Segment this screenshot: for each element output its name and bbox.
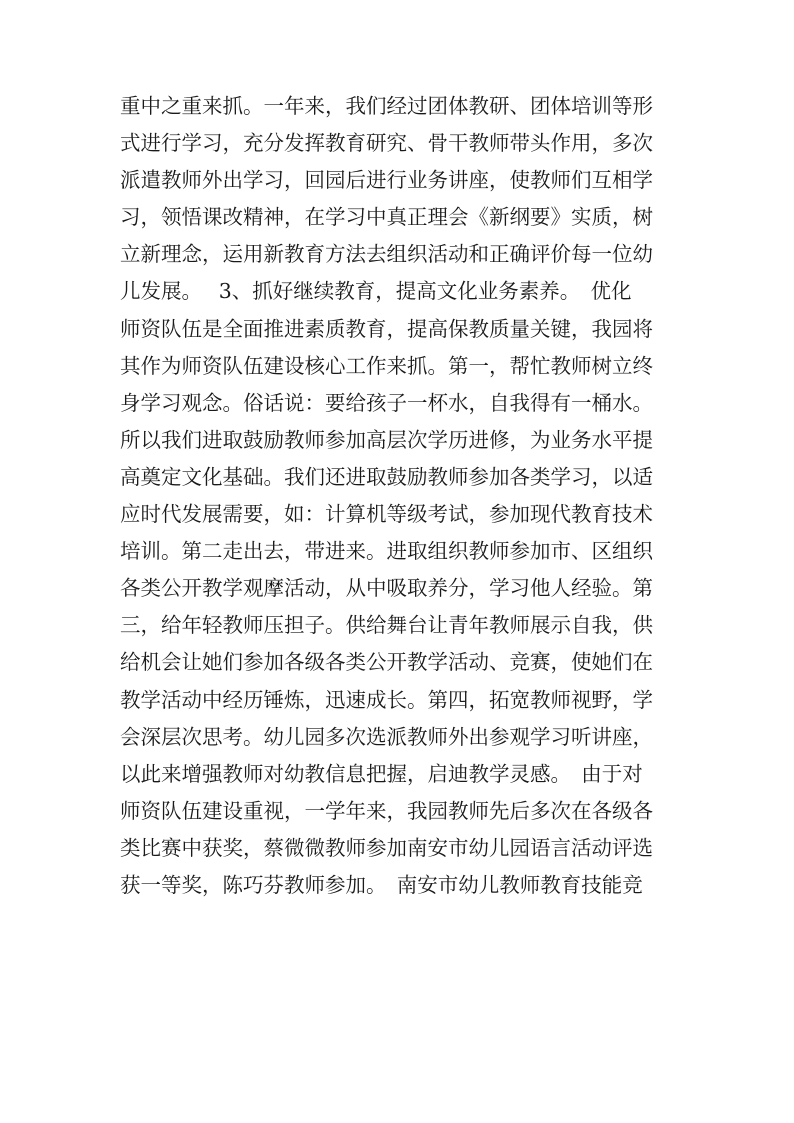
- text-line: 派遣教师外出学习，回园后进行业务讲座，使教师们互相学: [120, 168, 653, 193]
- text-line: 其作为师资队伍建设核心工作来抓。第一，帮忙教师树立终: [120, 353, 653, 378]
- text-line: 类比赛中获奖，蔡微微教师参加南安市幼儿园语言活动评选: [120, 835, 653, 860]
- text-line: 获一等奖，陈巧芬教师参加。 南安市幼儿教师教育技能竞: [120, 872, 643, 897]
- text-line: 给机会让她们参加各级各类公开教学活动、竞赛，使她们在: [120, 650, 653, 675]
- text-line: 培训。第二走出去，带进来。进取组织教师参加市、区组织: [120, 539, 653, 564]
- text-line: 高奠定文化基础。我们还进取鼓励教师参加各类学习，以适: [120, 464, 653, 489]
- text-line: 各类公开教学观摩活动，从中吸取养分，学习他人经验。第: [120, 576, 653, 601]
- text-line: 立新理念，运用新教育方法去组织活动和正确评价每一位幼: [120, 242, 653, 267]
- text-line: 身学习观念。俗话说：要给孩子一杯水，自我得有一桶水。: [120, 390, 653, 415]
- text-line: 儿发展。 3、抓好继续教育，提高文化业务素养。 优化: [120, 279, 632, 304]
- text-line: 重中之重来抓。一年来，我们经过团体教研、团体培训等形: [120, 94, 653, 118]
- text-line: 所以我们进取鼓励教师参加高层次学历进修，为业务水平提: [120, 427, 653, 452]
- text-line: 式进行学习，充分发挥教育研究、骨干教师带头作用，多次: [120, 131, 653, 156]
- text-line: 以此来增强教师对幼教信息把握，启迪教学灵感。 由于对: [120, 761, 643, 786]
- text-line: 师资队伍建设重视，一学年来，我园教师先后多次在各级各: [120, 798, 653, 823]
- text-line: 应时代发展需要，如：计算机等级考试，参加现代教育技术: [120, 502, 653, 527]
- text-line: 三，给年轻教师压担子。供给舞台让青年教师展示自我，供: [120, 613, 653, 638]
- text-line: 师资队伍是全面推进素质教育，提高保教质量关键，我园将: [120, 316, 653, 341]
- text-line: 习，领悟课改精神，在学习中真正理会《新纲要》实质，树: [120, 205, 653, 230]
- text-line: 会深层次思考。幼儿园多次选派教师外出参观学习听讲座，: [120, 724, 653, 749]
- body-paragraph: [120, 88, 690, 904]
- text-line: 教学活动中经历锤炼，迅速成长。第四，拓宽教师视野，学: [120, 687, 653, 712]
